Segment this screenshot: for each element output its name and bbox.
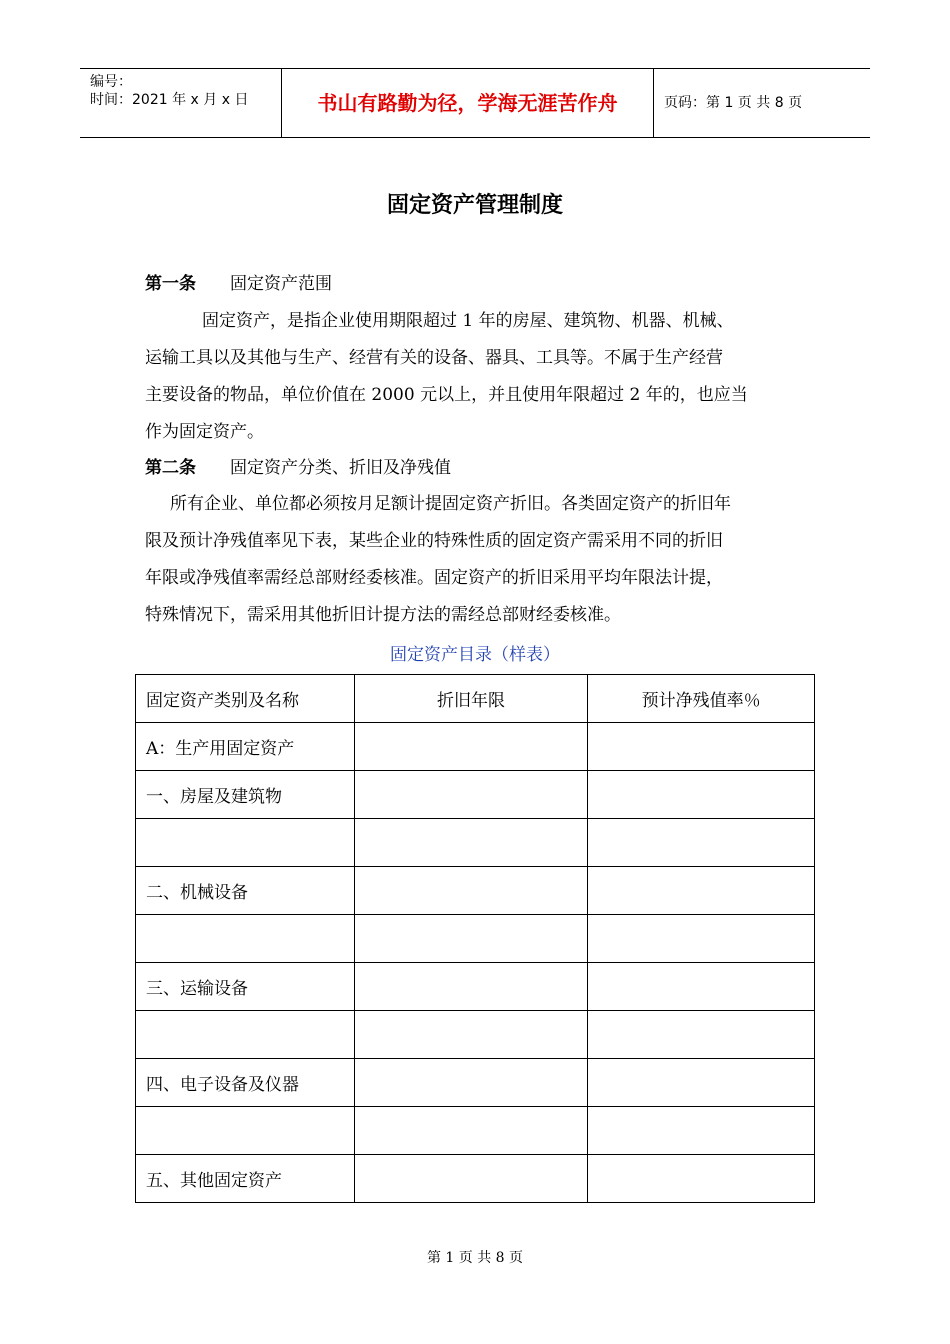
header-divider <box>653 69 654 137</box>
category-cell: 三、运输设备 <box>136 963 355 1011</box>
date-line: 时间：2021 年 x 月 x 日 <box>90 92 249 108</box>
header-cell-years: 折旧年限 <box>354 675 588 723</box>
header-motto: 书山有路勤为径，学海无涯苦作舟 <box>317 91 618 115</box>
header-meta <box>80 69 280 137</box>
rate-cell <box>588 1059 815 1107</box>
rate-cell <box>588 1155 815 1203</box>
table-row <box>136 723 815 771</box>
rate-cell <box>588 1107 815 1155</box>
rate-cell <box>588 867 815 915</box>
asset-catalog-table <box>135 674 815 1203</box>
article2-line: 限及预计净残值率见下表，某些企业的特殊性质的固定资产需采用不同的折旧 <box>145 531 723 551</box>
category-cell: 四、电子设备及仪器 <box>136 1059 355 1107</box>
category-cell <box>136 1011 355 1059</box>
rate-cell <box>588 963 815 1011</box>
years-cell <box>354 963 588 1011</box>
article2-line: 所有企业、单位都必须按月足额计提固定资产折旧。各类固定资产的折旧年 <box>170 494 731 514</box>
serial-label: 编号： <box>90 74 132 90</box>
years-cell <box>354 723 588 771</box>
years-cell <box>354 915 588 963</box>
years-cell <box>354 1059 588 1107</box>
table-row <box>136 867 815 915</box>
article1-line: 主要设备的物品，单位价值在 2000 元以上，并且使用年限超过 2 年的，也应当 <box>145 385 748 405</box>
years-cell <box>354 771 588 819</box>
table-row <box>136 915 815 963</box>
years-cell <box>354 1107 588 1155</box>
article1-heading: 固定资产范围 <box>230 274 332 294</box>
rate-cell <box>588 1011 815 1059</box>
category-cell <box>136 1107 355 1155</box>
category-cell: A：生产用固定资产 <box>136 723 355 771</box>
table-row <box>136 1011 815 1059</box>
rate-cell <box>588 771 815 819</box>
article2-heading: 固定资产分类、折旧及净残值 <box>230 458 451 478</box>
article1-line: 作为固定资产。 <box>145 422 264 442</box>
article2-line: 年限或净残值率需经总部财经委核准。固定资产的折旧采用平均年限法计提， <box>145 568 723 588</box>
table-row <box>136 1155 815 1203</box>
category-cell: 一、房屋及建筑物 <box>136 771 355 819</box>
article2-line: 特殊情况下，需采用其他折旧计提方法的需经总部财经委核准。 <box>145 605 621 625</box>
category-cell: 五、其他固定资产 <box>136 1155 355 1203</box>
document-header <box>80 68 870 138</box>
table-row <box>136 1059 815 1107</box>
table-row <box>136 819 815 867</box>
article2-label: 第二条 <box>145 458 196 478</box>
rate-cell <box>588 915 815 963</box>
header-cell-residual-rate: 预计净残值率％ <box>588 675 815 723</box>
table-row <box>136 771 815 819</box>
article1-label: 第一条 <box>145 274 196 294</box>
header-page-info: 页码：第 1 页 共 8 页 <box>664 95 803 111</box>
page-footer: 第 1 页 共 8 页 <box>426 1250 524 1266</box>
table-caption: 固定资产目录（样表） <box>390 645 560 665</box>
category-cell <box>136 915 355 963</box>
category-cell: 二、机械设备 <box>136 867 355 915</box>
table-row <box>136 1107 815 1155</box>
years-cell <box>354 1155 588 1203</box>
article1-line: 运输工具以及其他与生产、经营有关的设备、器具、工具等。不属于生产经营 <box>145 348 723 368</box>
table-row <box>136 963 815 1011</box>
years-cell <box>354 1011 588 1059</box>
years-cell <box>354 819 588 867</box>
article1-line: 固定资产，是指企业使用期限超过 1 年的房屋、建筑物、机器、机械、 <box>202 311 734 331</box>
table-header-row <box>136 675 815 723</box>
page-title: 固定资产管理制度 <box>386 193 563 218</box>
header-cell-category: 固定资产类别及名称 <box>136 675 355 723</box>
category-cell <box>136 819 355 867</box>
years-cell <box>354 867 588 915</box>
rate-cell <box>588 723 815 771</box>
rate-cell <box>588 819 815 867</box>
